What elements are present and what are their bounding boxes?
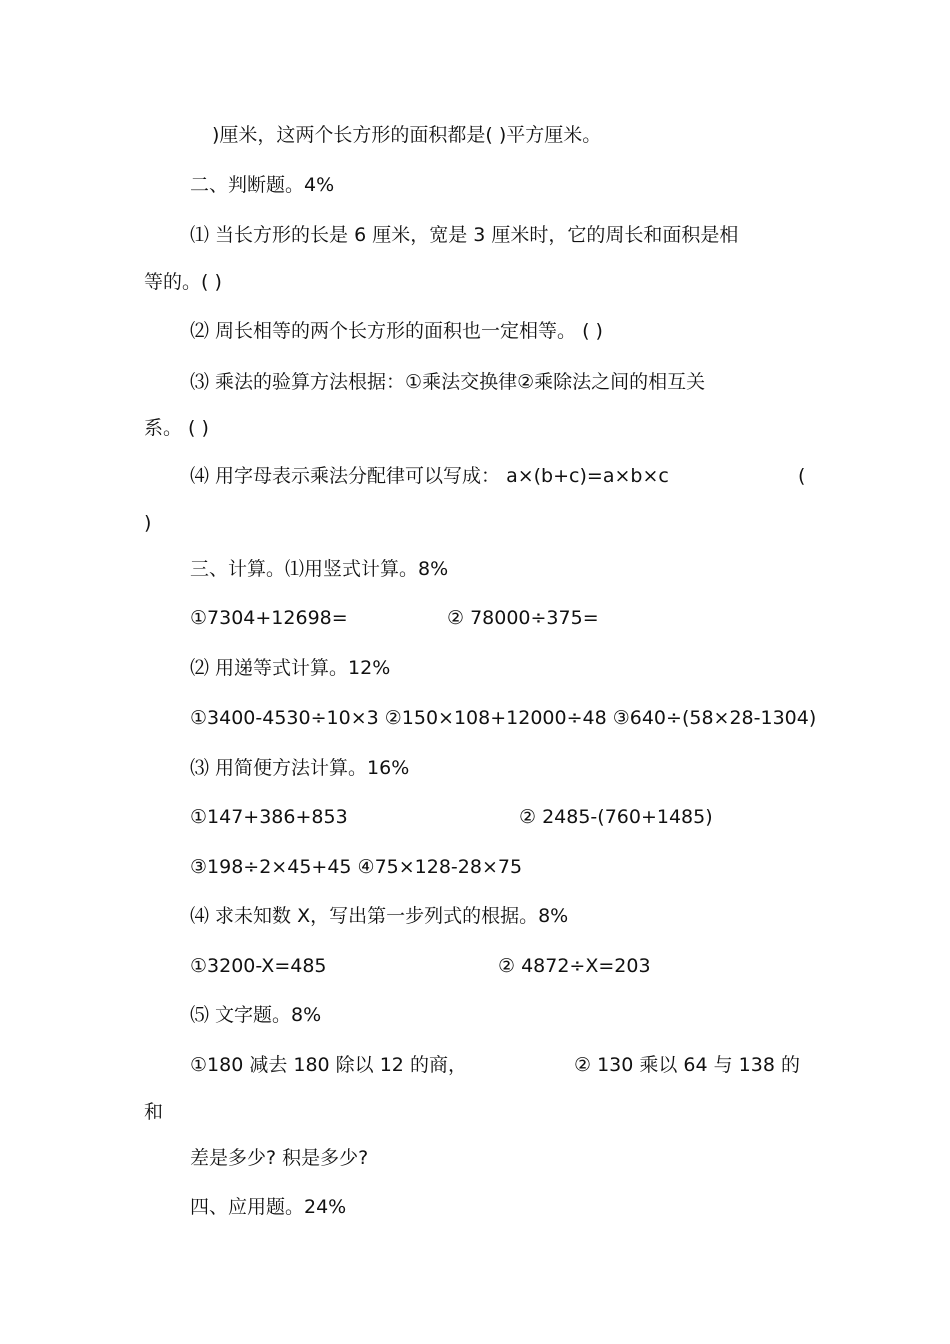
simple-calc-2: ② 2485-(760+1485): [519, 806, 713, 828]
word-problem-1: ①180 减去 180 除以 12 的商，: [190, 1054, 467, 1076]
unknown-x-2: ② 4872÷X=203: [498, 955, 651, 977]
subsection-simple-calc: ⑶ 用简便方法计算。16%: [190, 757, 410, 779]
question-2-1: ⑴ 当长方形的长是 6 厘米，宽是 3 厘米时，它的周长和面积是相: [190, 224, 739, 246]
simple-calc-1: ①147+386+853: [190, 806, 348, 828]
step-calc-problems: ①3400-4530÷10×3 ②150×108+12000÷48 ③640÷(58×28-1304): [190, 707, 817, 729]
word-problem-tail: 差是多少? 积是多少?: [190, 1147, 369, 1169]
simple-calc-3-4: ③198÷2×45+45 ④75×128-28×75: [190, 856, 523, 878]
subsection-unknown-x: ⑷ 求未知数 X，写出第一步列式的根据。8%: [190, 905, 569, 927]
section-three-heading: 三、计算。⑴用竖式计算。8%: [190, 558, 449, 580]
subsection-step-calc: ⑵ 用递等式计算。12%: [190, 657, 391, 679]
question-2-3-cont: 系。 ( ): [144, 417, 209, 439]
calc-2: ② 78000÷375=: [447, 607, 599, 629]
unknown-x-1: ①3200-X=485: [190, 955, 327, 977]
subsection-word-problems: ⑸ 文字题。8%: [190, 1004, 322, 1026]
question-2-2: ⑵ 周长相等的两个长方形的面积也一定相等。 ( ): [190, 320, 603, 342]
calc-1: ①7304+12698=: [190, 607, 348, 629]
question-2-4-cont: ): [144, 512, 152, 534]
word-problem-2: ② 130 乘以 64 与 138 的: [574, 1054, 800, 1076]
question-2-4-paren: (: [798, 465, 806, 487]
section-four-heading: 四、应用题。24%: [190, 1196, 347, 1218]
question-2-4: ⑷ 用字母表示乘法分配律可以写成： a×(b+c)=a×b×c: [190, 465, 669, 487]
section-two-heading: 二、判断题。4%: [190, 174, 335, 196]
question-2-3: ⑶ 乘法的验算方法根据：①乘法交换律②乘除法之间的相互关: [190, 371, 706, 393]
word-problem-2-cont: 和: [144, 1101, 164, 1123]
line-fill-blank-area: )厘米，这两个长方形的面积都是( )平方厘米。: [212, 124, 602, 146]
question-2-1-cont: 等的。( ): [144, 271, 222, 293]
